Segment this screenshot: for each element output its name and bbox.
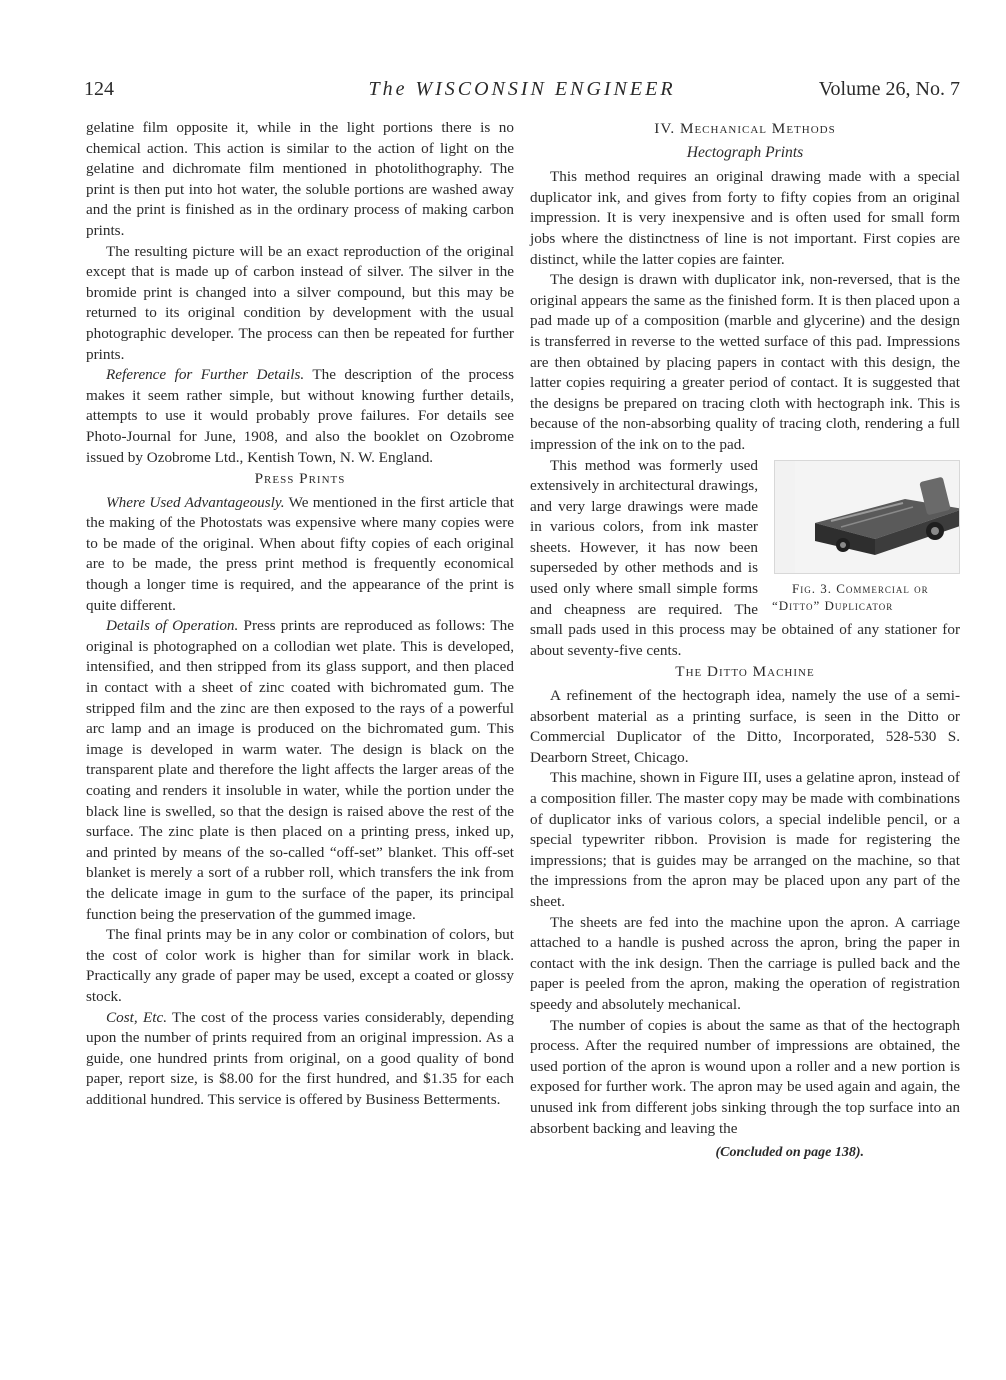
paragraph: The number of copies is about the same as that of the hectograph process. After the required number of impressions are obtained, the used portion of the apron is wound upon a roller and a new portion is exposed for further work. The apron may be used again and again, the unused ink from different jobs sinking through the top surface into an absorbent backing and leaving the	[530, 1016, 960, 1137]
paragraph: A refinement of the hectograph idea, namely the use of a semi-absorbent material as a printing surface, is seen in the Ditto or Commercial Duplicator of the Ditto, Incorporated, 528-530 S. Dearborn Street, Chicago.	[530, 687, 960, 766]
section-heading: IV. Mechanical Methods	[654, 120, 836, 137]
paragraph	[86, 1008, 514, 1111]
page-number: 124	[84, 78, 114, 100]
subsection-heading: Hectograph Prints	[686, 143, 804, 161]
run-in-heading: Reference for Further Details.	[106, 366, 305, 384]
run-in-heading: Where Used Advantageously.	[106, 493, 285, 511]
paragraph: This method requires an original drawing made with a special duplicator ink, and gives from forty to fifty copies from an original impression. It is very inexpensive and is often used for small form jobs where the distinctness of line is not important. First copies are distinct, while the latter copies are fainter.	[530, 168, 960, 268]
paragraph: The sheets are fed into the machine upon the apron. A carriage attached to a handle is pushed across the apron, bring the paper in contact with the ink design. Then the carriage is pulled back and the paper is peeled from the apron, making the operation of registration speedy and absolutely mechanical.	[530, 913, 960, 1013]
run-in-heading: Details of Operation.	[106, 617, 239, 635]
paragraph: The final prints may be in any color or combination of colors, but the cost of color work is higher than for similar work in black. Practically any grade of paper may be used, except a coated or glossy stock.	[86, 926, 514, 1005]
paragraph: gelatine film opposite it, while in the light portions there is no chemical action. This action is similar to the action of light on the gelatine and dichromate film mentioned in photolithography. The print is then put into hot water, the soluble portions are washed away and the print is finished as in the ordinary process of making carbon prints.	[86, 119, 514, 239]
figure-caption: Fig. 3. Commercial or “Ditto” Duplicator	[772, 580, 929, 613]
paragraph: The design is drawn with duplicator ink, non-reversed, that is the original appears the same as the finished form. It is then placed upon a pad made up of a composition (marble and glycerine) and the design is transferred in reverse to the wetted surface of this pad. Impressions are then obtained by placing papers in contact with this design, the latter copies requiring a greater period of contact. It is suggested that the designs be prepared on tracing cloth with hectograph ink. This is because of the non-absorbing quality of tracing cloth, rendering a full impression of the ink on to the pad.	[530, 271, 960, 453]
paragraph-text: We mentioned in the first article that the making of the Photostats was expensive where many copies were to be made of the original. When about fifty copies of each original are to be made, the press print method is frequently economical though a longer time is required, and the appearance of the print is quite different.	[86, 493, 514, 614]
paragraph-text: The cost of the process varies considerably, depending upon the number of prints required from an original impression. As a guide, one hundred prints from original, on a good quality of bond paper, report size, is $8.00 for the first hundred, and $1.35 for each additional hundred. This service is offered by Business Betterments.	[86, 1008, 514, 1108]
paragraph	[86, 493, 514, 617]
journal-title: The WISCONSIN ENGINEER	[368, 78, 676, 100]
figure	[768, 460, 960, 614]
left-column	[86, 118, 514, 1111]
paragraph	[530, 456, 960, 662]
duplicator-machine-icon	[795, 461, 960, 573]
section-heading: Press Prints	[254, 470, 346, 488]
right-column	[530, 118, 960, 1164]
paragraph	[86, 616, 514, 925]
duplicator-photo	[774, 460, 960, 574]
page-header	[84, 78, 960, 106]
continuation-note: (Concluded on page 138).	[715, 1145, 864, 1161]
paragraph	[86, 365, 514, 468]
paragraph: This machine, shown in Figure III, uses a gelatine apron, instead of a composition filler. The master copy may be made with combinations of duplicator inks of various colors, a special indelible pencil, or a special typewriter ribbon. Provision is made for registering the impressions; that is guides may be arranged on the machine, so that the impressions from the apron may be placed upon any part of the sheet.	[530, 769, 960, 910]
paragraph-text: This method was formerly used extensively in architectural drawings, and very large drawings were made in various colors, from ink master sheets. However, it has now been superseded by other methods and is used only where small simple forms and cheapness are required. The small pads used in this process may be obtained of any stationer for about seventy-five cents.	[530, 456, 960, 659]
paragraph-text: Press prints are reproduced as follows: The original is photographed on a collodian wet plate. This is developed, intensified, and then stripped from its glass support, and then placed in contact with a sheet of zinc coated with bichromated gum. The stripped film and the zinc are then exposed to the rays of a powerful arc lamp and an image is produced on the bichromated gum. This image is developed in warm water. The design is black on the transparent plate and therefore the light affects the larger areas of the coating and renders it insoluble in water, while the portion under the black line is swelled, so that the design is raised above the rest of the surface. The zinc plate is then placed on a printing press, inked up, and printed by means of the so-called “off-set” blanket. This off-set blanket is merely a sort of a rubber roll, which transfers the ink from the delicate image in gum to the surface of the paper, its principal function being the preservation of the gummed image.	[86, 617, 515, 923]
run-in-heading: Cost, Etc.	[106, 1008, 167, 1026]
volume-issue: Volume 26, No. 7	[818, 78, 960, 100]
section-heading: The Ditto Machine	[675, 663, 815, 681]
paragraph-text: The description of the process makes it seem rather simple, but without knowing further details, attempts to use it would probably prove failures. For details see Photo-Journal for June, 1908, and also the booklet on Ozobrome issued by Ozobrome Ltd., Kentish Town, N. W. England.	[86, 366, 515, 466]
paragraph: The resulting picture will be an exact reproduction of the original except that is made up of carbon instead of silver. The silver in the bromide print is changed into a silver compound, but this may be returned to its original condition by development with the usual photographic developer. The process can then be repeated for further prints.	[86, 242, 514, 363]
